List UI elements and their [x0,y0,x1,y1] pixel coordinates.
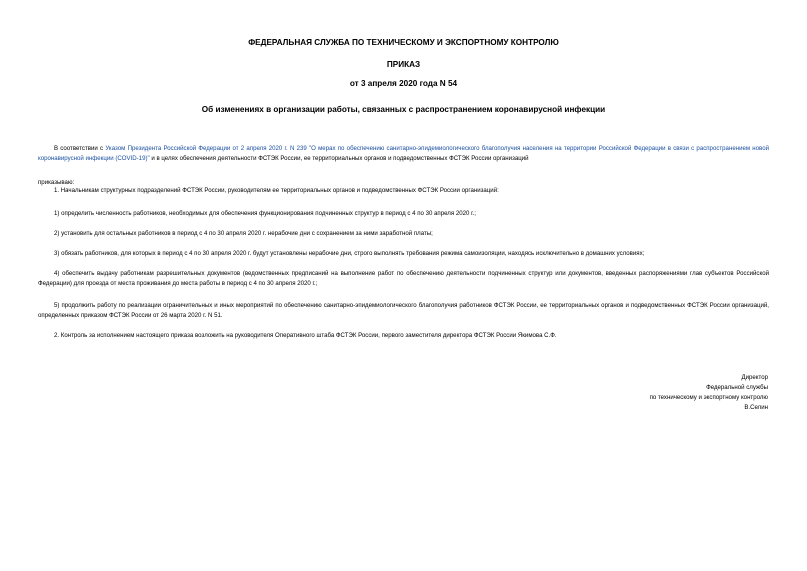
subparagraph-2: 2) установить для остальных работников в период с 4 по 30 апреля 2020 г. нерабочие дни с сохранением за ними заработной платы; [54,230,433,237]
signature-title: Директор [741,374,768,381]
doc-date-number: от 3 апреля 2020 года N 54 [349,79,458,88]
preamble [38,144,769,164]
subparagraph-3: 3) обязать работников, для которых в период с 4 по 30 апреля 2020 г. будут установлены нерабочие дни, строго выполнять требования режима самоизоляции, находясь исключительно в домашних условиях; [54,250,645,257]
signature-org-line1: Федеральной службы [706,384,768,391]
preamble-prefix: В соответствии с [54,145,106,152]
subparagraph-5: 5) продолжить работу по реализации ограничительных и иных мероприятий по обеспечению санитарно-эпидемиологического благополучия работников ФСТЭК России, ее территориальных органов и подведомственных ФСТЭК России организаций, определенных приказом ФСТЭК России от 26 марта 2020 г. N 51. [38,302,769,319]
subparagraph-4: 4) обеспечить выдачу работникам разрешительных документов (ведомственных предписаний на выполнение работ по обеспечению деятельности подчиненных структур или документов, введенных распоряжениями глав субъектов Российской Федерации) для проезда от места проживания до места работы в период с 4 по 30 апреля 2020 г.; [38,270,769,287]
signature-name: В.Селин [744,404,768,411]
order-word: приказываю: [38,179,75,186]
paragraph-2: 2. Контроль за исполнением настоящего приказа возложить на руководителя Оперативного штаба ФСТЭК России, первого заместителя директора ФСТЭК России Якимова С.Ф. [54,332,557,339]
doc-type: ПРИКАЗ [386,60,421,69]
subparagraph-1: 1) определить численность работников, необходимых для обеспечения функционирования подчиненных структур в период с 4 по 30 апреля 2020 г.; [54,210,476,217]
paragraph-1: 1. Начальникам структурных подразделений ФСТЭК России, руководителям ее территориальных органов и подведомственных ФСТЭК России организаций: [54,187,499,194]
signature-org-line2: по техническому и экспортному контролю [649,394,768,401]
doc-subject: Об изменениях в организации работы, связанных с распространением коронавирусной инфекции [201,105,606,114]
agency-title: ФЕДЕРАЛЬНАЯ СЛУЖБА ПО ТЕХНИЧЕСКОМУ И ЭКСПОРТНОМУ КОНТРОЛЮ [248,38,559,47]
preamble-suffix: и в целях обеспечения деятельности ФСТЭК России, ее территориальных органов и подведомственных ФСТЭК России организаций [149,155,529,162]
decree-link[interactable]: Указом Президента Российской Федерации от 2 апреля 2020 г. N 239 "О мерах по обеспечению санитарно-эпидемиологического благополучия населения на территории Российской Федерации в связи с распространением новой коронавирусной инфекции (COVID-19)" [38,145,769,162]
